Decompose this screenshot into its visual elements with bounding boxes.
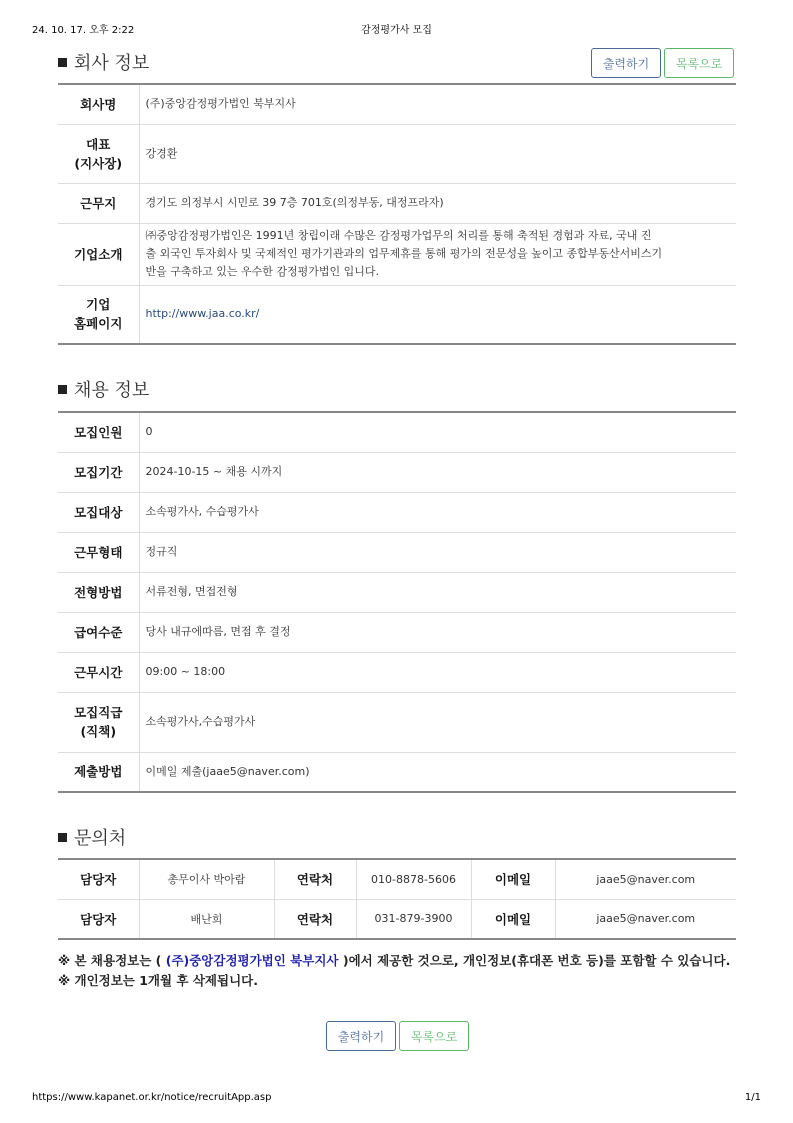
manager-header: 담당자: [58, 859, 139, 899]
row-value: 이메일 제출(jaae5@naver.com): [145, 764, 310, 778]
row-label: 모집기간: [58, 452, 139, 492]
company-info-table: [58, 83, 736, 345]
row-label: 근무형태: [58, 532, 139, 572]
table-row: [58, 572, 736, 612]
print-footer: [32, 1092, 761, 1106]
table-row: [58, 412, 736, 452]
table-row: [58, 692, 736, 752]
table-row: [58, 223, 736, 285]
list-button-top[interactable]: 목록으로: [664, 48, 734, 78]
phone-header: 연락처: [274, 859, 356, 899]
print-document-title: 감정평가사 모집: [361, 25, 432, 36]
manager-value: 배난희: [139, 899, 274, 939]
table-row: [58, 612, 736, 652]
table-row: [58, 84, 736, 124]
page-number: 1/1: [744, 1092, 761, 1103]
row-label: 전형방법: [58, 572, 139, 612]
workplace-value: 경기도 의정부시 시민로 39 7층 701호(의정부동, 대정프라자): [139, 183, 736, 223]
table-row: [58, 452, 736, 492]
row-value: 0: [139, 412, 736, 452]
manager-header: 담당자: [58, 899, 139, 939]
row-value: 2024-10-15 ~ 채용 시까지: [139, 452, 736, 492]
square-bullet-icon: [58, 58, 67, 67]
row-label: 모집직급 (직책): [58, 692, 139, 752]
phone-value: 010-8878-5606: [356, 859, 471, 899]
email-header: 이메일: [471, 899, 555, 939]
table-row: [58, 124, 736, 183]
table-row: [58, 532, 736, 572]
email-value: jaae5@naver.com: [596, 912, 696, 926]
row-label: 제출방법: [58, 752, 139, 792]
print-button-top[interactable]: 출력하기: [591, 48, 661, 78]
row-label: 대표 (지사장): [58, 124, 139, 183]
row-label: 급여수준: [58, 612, 139, 652]
print-date: 24. 10. 17. 오후 2:22: [32, 25, 135, 36]
row-label: 근무지: [58, 183, 139, 223]
row-label: 회사명: [58, 84, 139, 124]
row-value: 소속평가사, 수습평가사: [139, 492, 736, 532]
row-label: 모집대상: [58, 492, 139, 532]
table-row: [58, 899, 736, 939]
square-bullet-icon: [58, 385, 67, 394]
list-button-bottom[interactable]: 목록으로: [399, 1021, 469, 1051]
print-button-bottom[interactable]: 출력하기: [326, 1021, 396, 1051]
ceo-value: 강경환: [139, 124, 736, 183]
row-label: 모집인원: [58, 412, 139, 452]
email-header: 이메일: [471, 859, 555, 899]
table-row: [58, 859, 736, 899]
contact-section-title: 문의처: [58, 824, 126, 850]
square-bullet-icon: [58, 833, 67, 842]
recruit-info-table: [58, 411, 736, 793]
row-label: 기업 홈페이지: [58, 285, 139, 344]
privacy-notice: [58, 951, 738, 991]
table-row: [58, 183, 736, 223]
table-row: [58, 652, 736, 692]
contact-table: [58, 858, 736, 940]
homepage-link[interactable]: http://www.jaa.co.kr/: [145, 307, 260, 321]
table-row: [58, 492, 736, 532]
notice-line-2: ※ 개인정보는 1개월 후 삭제됩니다.: [58, 973, 258, 988]
phone-header: 연락처: [274, 899, 356, 939]
row-value: 09:00 ~ 18:00: [139, 652, 736, 692]
row-label: 기업소개: [58, 223, 139, 285]
company-intro-value: ㈜중앙감정평가법인은 1991년 창립이래 수많은 감정평가업무의 처리를 통해 축적된 경험과 자료, 국내 진 출 외국인 투자회사 및 국제적인 평가기관과의 업무제휴를 통해 평가의 전문성을 높이고 종합부동산서비스기 반을 구축하고 있는 우수한 감정평가법인 입니다.: [139, 223, 736, 285]
notice-line-1: ※ 본 채용정보는 ( (주)중앙감정평가법인 북부지사 )에서 제공한 것으로, 개인정보(휴대폰 번호 등)를 포함할 수 있습니다.: [58, 953, 731, 968]
print-header: [32, 21, 761, 35]
manager-value: 총무이사 박아람: [139, 859, 274, 899]
table-row: [58, 752, 736, 792]
row-value: 소속평가사,수습평가사: [139, 692, 736, 752]
recruit-section-title: 채용 정보: [58, 376, 149, 402]
row-value: 정규직: [139, 532, 736, 572]
company-section-title: 회사 정보: [58, 49, 149, 75]
email-value: jaae5@naver.com: [555, 859, 736, 899]
table-row: [58, 285, 736, 344]
row-value: 서류전형, 면접전형: [139, 572, 736, 612]
phone-value: 031-879-3900: [356, 899, 471, 939]
row-label: 근무시간: [58, 652, 139, 692]
notice-company-name: (주)중앙감정평가법인 북부지사: [165, 953, 339, 968]
page-url: https://www.kapanet.or.kr/notice/recruitApp.asp: [32, 1092, 272, 1103]
row-value: 당사 내규에따름, 면접 후 결정: [139, 612, 736, 652]
company-name-value: (주)중앙감정평가법인 북부지사: [139, 84, 736, 124]
